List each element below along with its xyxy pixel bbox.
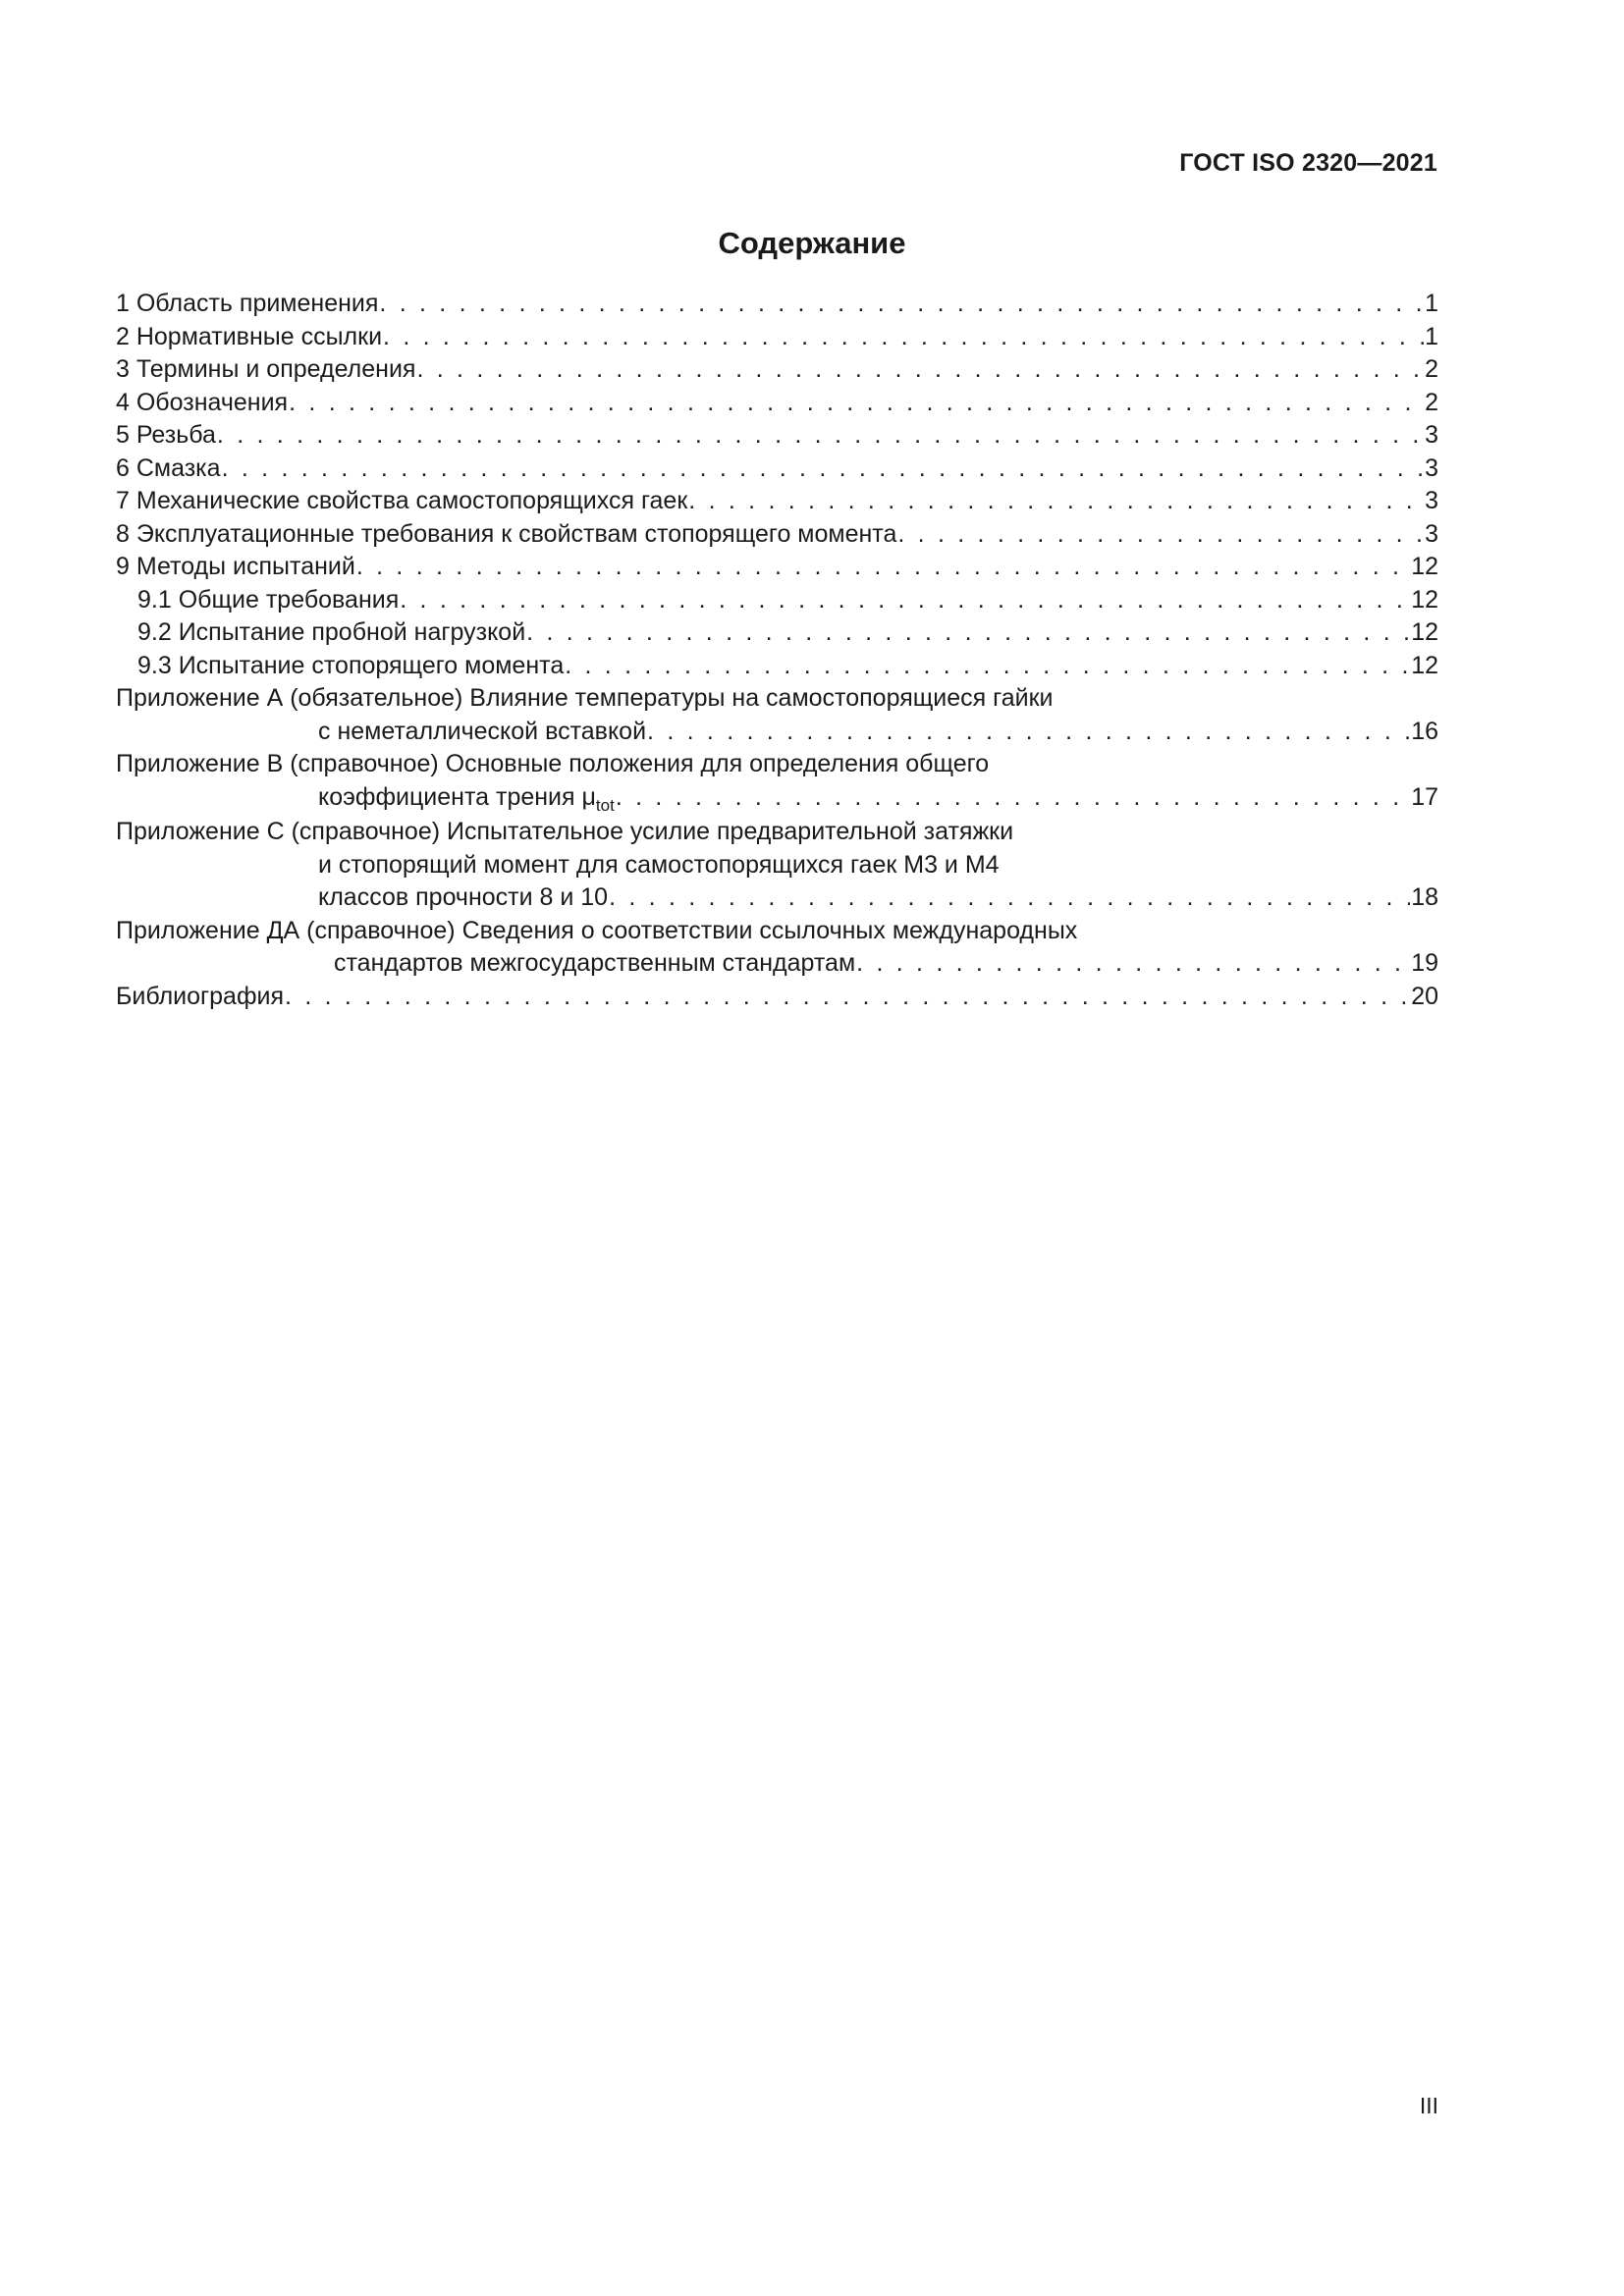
- toc-page-number: 20: [1411, 982, 1438, 1010]
- toc-entry-scope[interactable]: [116, 288, 1438, 321]
- toc-page-number: 18: [1411, 883, 1438, 911]
- toc-entry-text: 2 Нормативные ссылки: [116, 322, 383, 350]
- toc-entry-mechanical-properties[interactable]: [116, 485, 1438, 518]
- toc-entry-text: 7 Механические свойства самостопорящихся гаек: [116, 487, 688, 514]
- toc-entry-text: Библиография: [116, 982, 285, 1010]
- toc-page-number: 3: [1425, 454, 1438, 482]
- toc-page-number: 17: [1411, 782, 1438, 811]
- toc-entry-text: 6 Смазка: [116, 454, 221, 482]
- toc-entry-text: 9 Методы испытаний: [116, 553, 355, 580]
- toc-entry-performance-requirements[interactable]: [116, 518, 1438, 552]
- toc-entry-normative-references[interactable]: [116, 321, 1438, 354]
- toc-page-number: 12: [1411, 618, 1438, 646]
- toc-dot-leader: [217, 419, 1424, 453]
- toc-page-number: 2: [1425, 388, 1438, 416]
- toc-dot-leader: [285, 981, 1410, 1014]
- toc-entry-text: 9.2 Испытание пробной нагрузкой: [137, 618, 526, 646]
- toc-dot-leader: [616, 781, 1410, 815]
- toc-entry-text: Приложение А (обязательное) Влияние температуры на самостопорящиеся гайки: [116, 684, 1054, 712]
- toc-entry-annex-da-continuation[interactable]: [116, 947, 1438, 981]
- toc-page-number: 3: [1425, 487, 1438, 514]
- toc-entry-test-methods[interactable]: [116, 551, 1438, 584]
- toc-dot-leader: [383, 321, 1424, 354]
- toc-entry-text: Приложение С (справочное) Испытательное усилие предварительной затяжки: [116, 818, 1014, 845]
- toc-page-number: 2: [1425, 355, 1438, 383]
- toc-dot-leader: [356, 551, 1410, 584]
- toc-entry-annex-a-continuation[interactable]: [116, 716, 1438, 749]
- toc-dot-leader: [609, 881, 1410, 915]
- toc-entry-text-main: коэффициента трения μ: [318, 782, 596, 811]
- toc-entry-annex-c-continuation-1[interactable]: [116, 849, 1438, 882]
- toc-entry-proof-load-test[interactable]: [116, 616, 1438, 650]
- toc-entry-annex-b-continuation[interactable]: [116, 781, 1438, 817]
- toc-dot-leader: [565, 650, 1410, 683]
- toc-dot-leader: [647, 716, 1410, 749]
- toc-dot-leader: [289, 387, 1424, 420]
- toc-entry-text: 8 Эксплуатационные требования к свойствам стопорящего момента: [116, 519, 897, 548]
- toc-dot-leader: [526, 616, 1410, 650]
- toc-page-number: 12: [1411, 585, 1438, 614]
- toc-page-number: 3: [1425, 421, 1438, 449]
- toc-entry-terms[interactable]: [116, 353, 1438, 387]
- toc-page-number: 19: [1411, 949, 1438, 977]
- toc-entry-text: стандартов межгосударственным стандартам: [334, 949, 856, 977]
- toc-dot-leader: [688, 485, 1424, 518]
- toc-entry-text: 5 Резьба: [116, 421, 216, 449]
- toc-entry-lubrication[interactable]: [116, 453, 1438, 486]
- page-number: III: [1419, 2093, 1438, 2118]
- toc-dot-leader: [379, 288, 1424, 321]
- toc-entry-bibliography[interactable]: [116, 981, 1438, 1014]
- table-of-contents: [116, 288, 1438, 1013]
- toc-entry-annex-a[interactable]: [116, 682, 1438, 716]
- toc-entry-symbols[interactable]: [116, 387, 1438, 420]
- toc-entry-annex-da[interactable]: [116, 915, 1438, 948]
- toc-dot-leader: [222, 453, 1425, 486]
- toc-entry-text: классов прочности 8 и 10: [318, 883, 609, 911]
- toc-page-number: 12: [1411, 553, 1438, 580]
- toc-dot-leader: [400, 584, 1410, 617]
- toc-entry-general-requirements[interactable]: [116, 584, 1438, 617]
- toc-entry-annex-c[interactable]: [116, 816, 1438, 849]
- toc-entry-annex-c-continuation-2[interactable]: [116, 881, 1438, 915]
- toc-entry-text: с неметаллической вставкой: [318, 717, 647, 745]
- toc-entry-text: 9.1 Общие требования: [137, 585, 400, 614]
- toc-page-number: 1: [1425, 322, 1438, 350]
- toc-entry-text: 1 Область применения: [116, 290, 379, 317]
- toc-page-number: 12: [1411, 651, 1438, 679]
- subscript-tot: tot: [595, 795, 615, 815]
- page-title: Содержание: [718, 226, 906, 260]
- toc-entry-annex-b[interactable]: [116, 748, 1438, 781]
- toc-dot-leader: [856, 947, 1410, 981]
- toc-entry-text: 4 Обозначения: [116, 388, 289, 416]
- toc-entry-prevailing-torque-test[interactable]: [116, 650, 1438, 683]
- toc-entry-thread[interactable]: [116, 419, 1438, 453]
- toc-page-number: 16: [1411, 717, 1438, 745]
- toc-entry-text: 3 Термины и определения: [116, 355, 416, 383]
- toc-page-number: 1: [1425, 290, 1438, 317]
- toc-entry-text: 9.3 Испытание стопорящего момента: [137, 651, 565, 679]
- toc-entry-text: Приложение ДА (справочное) Сведения о соответствии ссылочных международных: [116, 916, 1078, 944]
- toc-entry-text: и стопорящий момент для самостопорящихся гаек М3 и М4: [318, 850, 1000, 879]
- toc-entry-text: Приложение В (справочное) Основные положения для определения общего: [116, 750, 990, 777]
- toc-dot-leader: [416, 353, 1424, 387]
- document-designation: ГОСТ ISO 2320—2021: [1179, 149, 1437, 177]
- toc-entry-text: [318, 781, 615, 817]
- toc-page-number: 3: [1425, 519, 1438, 548]
- toc-dot-leader: [897, 518, 1424, 552]
